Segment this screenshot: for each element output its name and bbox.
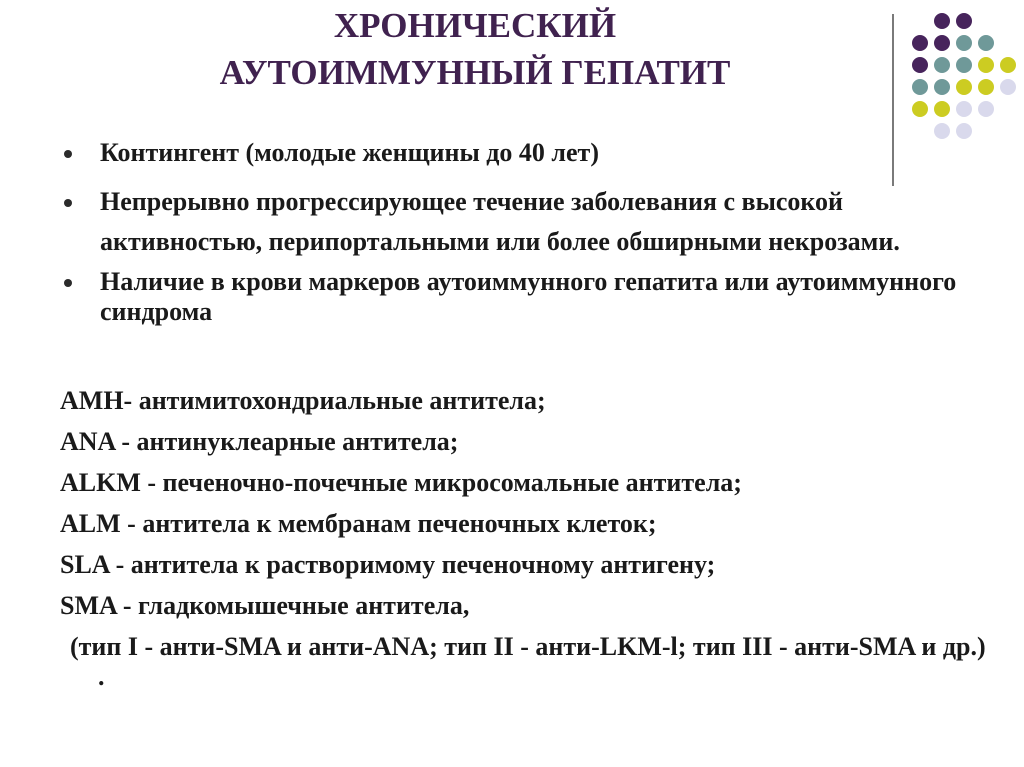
bullet-text: Наличие в крови маркеров аутоиммунного гепатита или аутоиммунного синдрома [100, 267, 957, 326]
bullet-marker [64, 150, 72, 158]
decorative-dot [912, 35, 928, 51]
definition-line: АМН- антимитохондриальные антитела; [60, 386, 546, 415]
decorative-dot [934, 79, 950, 95]
type-note: (тип I - анти-SMA и анти-ANA; тип II - анти-LKM-l; тип III - анти-SMA и др.) . [70, 632, 986, 691]
decorative-dot [934, 35, 950, 51]
decorative-dot [978, 79, 994, 95]
bullet-text: Непрерывно прогрессирующее течение заболевания с высокой активностью, перипортальными или более обширными некрозами. [100, 187, 900, 256]
decorative-dot [978, 101, 994, 117]
decorative-dot [956, 35, 972, 51]
decorative-dot [956, 101, 972, 117]
definition-line: ALKM - печеночно-почечные микросомальные антитела; [60, 468, 742, 497]
title-line-1: ХРОНИЧЕСКИЙ [333, 6, 617, 45]
decorative-dot [956, 57, 972, 73]
decorative-dot [956, 79, 972, 95]
definition-line: ANA - антинуклеарные антитела; [60, 427, 459, 456]
bullet-text: Контингент (молодые женщины до 40 лет) [100, 138, 599, 167]
decorative-dot [978, 57, 994, 73]
bullet-item [60, 132, 960, 174]
bullet-marker [64, 279, 72, 287]
title-line-2: АУТОИММУННЫЙ ГЕПАТИТ [219, 53, 731, 92]
bullet-marker [64, 199, 72, 207]
decorative-dot [978, 35, 994, 51]
bullet-item [60, 267, 960, 327]
decorative-dot [934, 13, 950, 29]
decorative-dot [956, 13, 972, 29]
definition-line: ALM - антитела к мембранам печеночных клеток; [60, 509, 657, 538]
decorative-dot [912, 101, 928, 117]
decorative-dot [912, 79, 928, 95]
definition-line: SLA - антитела к растворимому печеночному антигену; [60, 550, 716, 579]
decorative-dot [934, 57, 950, 73]
definition-line: SMA - гладкомышечные антитела, [60, 591, 470, 620]
decorative-dot [1000, 57, 1016, 73]
decorative-dot [1000, 79, 1016, 95]
decorative-dot [912, 57, 928, 73]
decorative-dot [934, 101, 950, 117]
antibody-definitions [60, 380, 980, 626]
bullet-item [60, 182, 960, 262]
bullet-list [60, 132, 960, 327]
